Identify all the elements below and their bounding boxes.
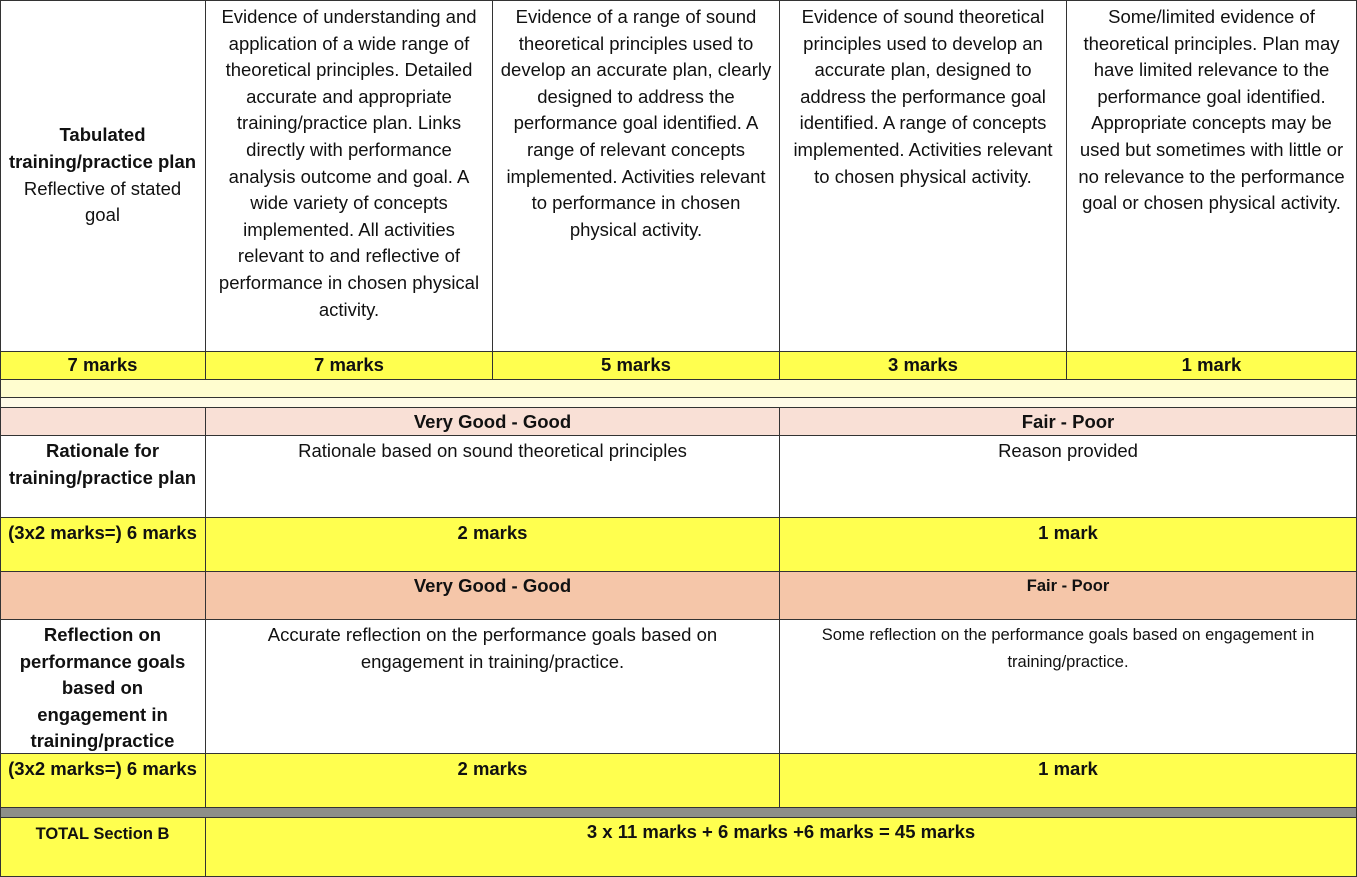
- reflection-marks-label: (3x2 marks=) 6 marks: [0, 754, 206, 808]
- descriptor-7-marks: Evidence of understanding and application of a wide range of theoretical principles. Detailed accurate and appropriate training/practice plan. Links directly with performance analysis outcome and goal. A wide variety of concepts implemented. All activities relevant to and reflective of performance in chosen physical activity.: [206, 0, 493, 352]
- criterion-reflection: Reflection on performance goals based on engagement in training/practice: [0, 620, 206, 754]
- reflection-marks-good: 2 marks: [206, 754, 780, 808]
- total-value: 3 x 11 marks + 6 marks +6 marks = 45 marks: [206, 818, 1357, 877]
- marks-total-label: 7 marks: [0, 352, 206, 380]
- criterion-rationale: Rationale for training/practice plan: [0, 436, 206, 518]
- marks-cell: 7 marks: [206, 352, 493, 380]
- header-very-good-good: Very Good - Good: [206, 572, 780, 620]
- descriptor-1-mark: Some/limited evidence of theoretical principles. Plan may have limited relevance to the performance goal identified. Appropriate concepts may be used but sometimes with little or no relevance to the performance goal or chosen physical activity.: [1067, 0, 1357, 352]
- criterion-tabulated-plan: [0, 0, 206, 352]
- criterion-title: Tabulated training/practice plan: [8, 124, 197, 172]
- rationale-fair-text: Reason provided: [780, 436, 1357, 518]
- marks-cell: 5 marks: [493, 352, 780, 380]
- spacer-band: [0, 398, 1357, 408]
- header-very-good-good: Very Good - Good: [206, 408, 780, 436]
- descriptor-5-marks: Evidence of a range of sound theoretical principles used to develop an accurate plan, clearly designed to address the performance goal identified. A range of relevant concepts implemented. Activities relevant to performance in chosen physical activity.: [493, 0, 780, 352]
- reflection-fair-text: Some reflection on the performance goals based on engagement in training/practice.: [780, 620, 1357, 754]
- section-separator: [0, 808, 1357, 818]
- marks-cell: 1 mark: [1067, 352, 1357, 380]
- rationale-marks-good: 2 marks: [206, 518, 780, 572]
- rationale-marks-fair: 1 mark: [780, 518, 1357, 572]
- criterion-subtitle: Reflective of stated goal: [23, 177, 182, 226]
- marks-cell: 3 marks: [780, 352, 1067, 380]
- descriptor-3-marks: Evidence of sound theoretical principles used to develop an accurate plan, designed to address the performance goal identified. A range of concepts implemented. Activities relevant to chosen physical activity.: [780, 0, 1067, 352]
- blank-header-cell: [0, 572, 206, 620]
- spacer-band: [0, 380, 1357, 398]
- blank-header-cell: [0, 408, 206, 436]
- header-fair-poor: Fair - Poor: [780, 572, 1357, 620]
- total-label: TOTAL Section B: [0, 818, 206, 877]
- reflection-marks-fair: 1 mark: [780, 754, 1357, 808]
- rationale-marks-label: (3x2 marks=) 6 marks: [0, 518, 206, 572]
- reflection-good-text: Accurate reflection on the performance goals based on engagement in training/practice.: [206, 620, 780, 754]
- rationale-good-text: Rationale based on sound theoretical principles: [206, 436, 780, 518]
- header-fair-poor: Fair - Poor: [780, 408, 1357, 436]
